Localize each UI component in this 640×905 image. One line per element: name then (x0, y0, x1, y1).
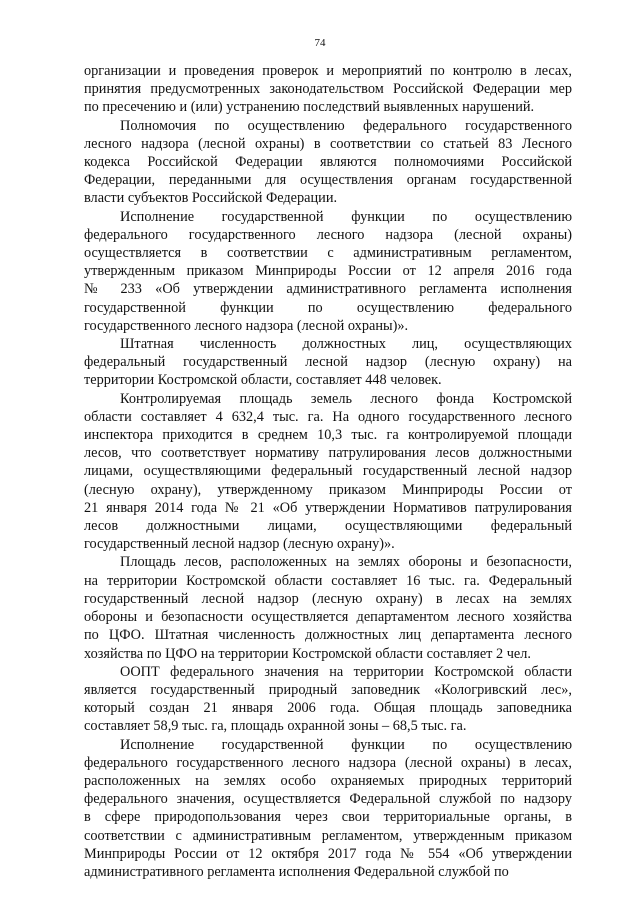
text-line: территории Костромской области, составляет 448 человек. (84, 372, 442, 389)
text-line: федерального государственного лесного надзора (лесной охраны) (84, 226, 572, 243)
page-number: 74 (314, 37, 326, 49)
text-line: Исполнение государственной функции по осуществлению (120, 736, 572, 753)
text-line: соответствии с административным регламентом, утвержденным приказом (84, 827, 572, 844)
text-line: № 233 «Об утверждении административного регламента исполнения (84, 281, 572, 298)
text-line: государственный лесной надзор (лесную охрану)». (84, 536, 395, 553)
text-line: на территории Костромской области составляет 16 тыс. га. Федеральный (84, 572, 572, 589)
text-line: является государственный природный заповедник «Кологривский лес», (84, 681, 572, 698)
text-line: Площадь лесов, расположенных на землях обороны и безопасности, (120, 554, 572, 571)
text-line: хозяйства по ЦФО на территории Костромской области составляет 2 чел. (84, 645, 531, 662)
paragraph-p6 (84, 553, 572, 662)
text-line: который создан 21 января 2006 года. Общая площадь заповедника (84, 700, 572, 717)
text-line: осуществляется в соответствии с административным регламентом, (84, 245, 572, 262)
paragraph-p2 (84, 117, 572, 208)
text-line: по пресечению и (или) устранению последствий выявленных нарушений. (84, 99, 535, 116)
text-line: федеральный государственный лесной надзор (лесную охрану) на (84, 354, 572, 371)
text-line: ООПТ федерального значения на территории Костромской области (120, 663, 572, 680)
text-line: обороны и безопасности осуществляется департаментом лесного хозяйства (84, 609, 572, 626)
text-line: расположенных на землях особо охраняемых природных территорий (84, 772, 572, 789)
text-line: (лесную охрану), утвержденному приказом Минприроды России от (84, 481, 572, 498)
text-line: лесного надзора (лесной охраны) в соответствии со статьей 83 Лесного (84, 135, 572, 152)
text-line: федерального государственного лесного надзора (лесной охраны) в лесах, (84, 754, 572, 771)
text-line: 21 января 2014 года № 21 «Об утверждении Нормативов патрулирования (84, 499, 572, 516)
text-line: лесов должностными лицами, осуществляющими федеральный (84, 518, 572, 535)
document-body (84, 62, 572, 881)
text-line: Штатная численность должностных лиц, осуществляющих (120, 336, 572, 353)
text-line: Полномочия по осуществлению федерального государственного (120, 117, 572, 134)
text-line: Минприроды России от 12 октября 2017 года № 554 «Об утверждении (84, 845, 572, 862)
text-line: Федерации, переданными для осуществления органам государственной (84, 172, 572, 189)
text-line: инспектора приходится в среднем 10,3 тыс. га контролируемой площади (84, 427, 572, 444)
paragraph-p3 (84, 208, 572, 335)
text-line: лицами, осуществляющими федеральный государственный лесной надзор (84, 463, 572, 480)
paragraph-p4 (84, 335, 572, 390)
text-line: власти субъектов Российской Федерации. (84, 190, 338, 207)
text-line: Контролируемая площадь земель лесного фонда Костромской (120, 390, 572, 407)
text-line: по ЦФО. Штатная численность должностных лиц департамента лесного (84, 627, 572, 644)
text-line: административного регламента исполнения Федеральной службой по (84, 863, 509, 880)
text-line: составляет 58,9 тыс. га, площадь охранной зоны – 68,5 тыс. га. (84, 718, 467, 735)
text-line: Исполнение государственной функции по осуществлению (120, 208, 572, 225)
text-line: государственного лесного надзора (лесной охраны)». (84, 317, 409, 334)
text-line: в сфере природопользования через свои территориальные органы, в (84, 809, 572, 826)
text-line: принятия предусмотренных законодательством Российской Федерации мер (84, 81, 572, 98)
text-line: утвержденным приказом Минприроды России от 12 апреля 2016 года (84, 263, 572, 280)
text-line: организации и проведения проверок и мероприятий по контролю в лесах, (84, 63, 572, 79)
paragraph-p8 (84, 736, 572, 882)
text-line: кодекса Российской Федерации являются полномочиями Российской (84, 154, 572, 171)
paragraph-p1 (84, 62, 572, 117)
text-line: лесов, что соответствует нормативу патрулирования лесов должностными (84, 445, 572, 462)
text-line: области составляет 4 632,4 тыс. га. На одного государственного лесного (84, 408, 572, 425)
paragraph-p5 (84, 390, 572, 554)
text-line: государственный лесной надзор (лесную охрану) в лесах на землях (84, 590, 572, 607)
text-line: федерального значения, осуществляется Федеральной службой по надзору (84, 791, 572, 808)
paragraph-p7 (84, 663, 572, 736)
text-line: государственной функции по осуществлению федерального (84, 299, 572, 316)
